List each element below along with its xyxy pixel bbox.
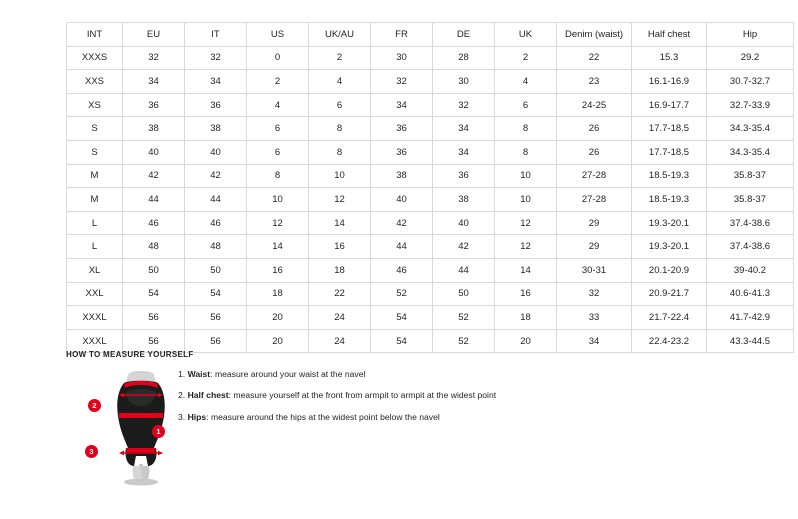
cell-us: 20 — [247, 306, 309, 330]
cell-us: 8 — [247, 164, 309, 188]
cell-eu: 56 — [123, 329, 185, 353]
cell-fr: 52 — [371, 282, 433, 306]
cell-denim-waist: 33 — [557, 306, 632, 330]
cell-eu: 44 — [123, 188, 185, 212]
cell-de: 36 — [433, 164, 495, 188]
column-header-denim-waist: Denim (waist) — [557, 23, 632, 47]
cell-half-chest: 22.4-23.2 — [632, 329, 707, 353]
table-row — [67, 164, 794, 188]
column-header-uk-au: UK/AU — [309, 23, 371, 47]
cell-uk: 18 — [495, 306, 557, 330]
cell-hip: 32.7-33.9 — [707, 93, 794, 117]
note-number: 2. — [178, 390, 186, 401]
cell-eu: 36 — [123, 93, 185, 117]
cell-it: 46 — [185, 211, 247, 235]
cell-de: 32 — [433, 93, 495, 117]
cell-it: 54 — [185, 282, 247, 306]
cell-int: L — [67, 211, 123, 235]
cell-it: 50 — [185, 258, 247, 282]
cell-eu: 42 — [123, 164, 185, 188]
cell-uk-au: 22 — [309, 282, 371, 306]
cell-int: M — [67, 164, 123, 188]
table-row — [67, 70, 794, 94]
cell-us: 10 — [247, 188, 309, 212]
cell-hip: 35.8-37 — [707, 188, 794, 212]
table-row — [67, 93, 794, 117]
cell-uk: 14 — [495, 258, 557, 282]
cell-denim-waist: 30-31 — [557, 258, 632, 282]
cell-de: 30 — [433, 70, 495, 94]
table-header-row — [67, 23, 794, 47]
cell-int: XXXS — [67, 46, 123, 70]
cell-half-chest: 19.3-20.1 — [632, 211, 707, 235]
measure-badge-3: 3 — [85, 445, 98, 458]
table-row — [67, 46, 794, 70]
cell-uk-au: 14 — [309, 211, 371, 235]
cell-de: 34 — [433, 117, 495, 141]
cell-uk-au: 8 — [309, 140, 371, 164]
measurement-instructions — [178, 369, 598, 433]
cell-fr: 38 — [371, 164, 433, 188]
note-term: Half chest — [187, 390, 229, 401]
cell-de: 50 — [433, 282, 495, 306]
cell-us: 16 — [247, 258, 309, 282]
cell-hip: 37.4-38.6 — [707, 235, 794, 259]
cell-us: 14 — [247, 235, 309, 259]
cell-uk-au: 24 — [309, 306, 371, 330]
cell-denim-waist: 26 — [557, 140, 632, 164]
table-row — [67, 306, 794, 330]
note-number: 3. — [178, 411, 186, 422]
measure-badge-1: 1 — [152, 425, 165, 438]
note-text: : measure around your waist at the navel — [210, 369, 366, 379]
cell-denim-waist: 27-28 — [557, 188, 632, 212]
column-header-uk: UK — [495, 23, 557, 47]
cell-uk-au: 16 — [309, 235, 371, 259]
cell-de: 38 — [433, 188, 495, 212]
cell-denim-waist: 29 — [557, 211, 632, 235]
cell-half-chest: 20.1-20.9 — [632, 258, 707, 282]
cell-fr: 40 — [371, 188, 433, 212]
column-header-half-chest: Half chest — [632, 23, 707, 47]
cell-half-chest: 20.9-21.7 — [632, 282, 707, 306]
cell-int: S — [67, 117, 123, 141]
cell-uk: 12 — [495, 235, 557, 259]
note-text: : measure around the hips at the widest point below the navel — [206, 411, 440, 422]
cell-fr: 46 — [371, 258, 433, 282]
cell-uk: 20 — [495, 329, 557, 353]
cell-int: XXS — [67, 70, 123, 94]
cell-it: 56 — [185, 329, 247, 353]
cell-uk: 10 — [495, 188, 557, 212]
how-to-measure-title: HOW TO MEASURE YOURSELF — [66, 350, 194, 359]
table-row — [67, 140, 794, 164]
cell-hip: 37.4-38.6 — [707, 211, 794, 235]
cell-us: 6 — [247, 117, 309, 141]
cell-hip: 34.3-35.4 — [707, 117, 794, 141]
table-row — [67, 117, 794, 141]
cell-uk-au: 2 — [309, 46, 371, 70]
cell-us: 12 — [247, 211, 309, 235]
cell-de: 52 — [433, 306, 495, 330]
cell-hip: 39-40.2 — [707, 258, 794, 282]
cell-fr: 30 — [371, 46, 433, 70]
cell-fr: 44 — [371, 235, 433, 259]
cell-it: 34 — [185, 70, 247, 94]
cell-uk: 12 — [495, 211, 557, 235]
cell-denim-waist: 22 — [557, 46, 632, 70]
cell-hip: 29.2 — [707, 46, 794, 70]
cell-it: 32 — [185, 46, 247, 70]
cell-uk-au: 8 — [309, 117, 371, 141]
cell-eu: 48 — [123, 235, 185, 259]
cell-hip: 43.3-44.5 — [707, 329, 794, 353]
cell-uk-au: 18 — [309, 258, 371, 282]
size-chart-table-wrapper — [66, 22, 771, 353]
measure-note-waist — [178, 369, 598, 379]
cell-it: 48 — [185, 235, 247, 259]
column-header-fr: FR — [371, 23, 433, 47]
cell-it: 38 — [185, 117, 247, 141]
cell-half-chest: 18.5-19.3 — [632, 164, 707, 188]
cell-int: XXL — [67, 282, 123, 306]
cell-de: 34 — [433, 140, 495, 164]
cell-us: 2 — [247, 70, 309, 94]
cell-hip: 41.7-42.9 — [707, 306, 794, 330]
cell-hip: 35.8-37 — [707, 164, 794, 188]
cell-int: XS — [67, 93, 123, 117]
size-chart-table — [66, 22, 794, 353]
cell-half-chest: 17.7-18.5 — [632, 140, 707, 164]
cell-eu: 32 — [123, 46, 185, 70]
cell-uk: 2 — [495, 46, 557, 70]
cell-uk: 4 — [495, 70, 557, 94]
cell-half-chest: 17.7-18.5 — [632, 117, 707, 141]
cell-int: XL — [67, 258, 123, 282]
cell-int: L — [67, 235, 123, 259]
column-header-hip: Hip — [707, 23, 794, 47]
note-term: Waist — [187, 369, 211, 379]
cell-uk: 10 — [495, 164, 557, 188]
cell-us: 0 — [247, 46, 309, 70]
cell-de: 42 — [433, 235, 495, 259]
note-text: : measure yourself at the front from armpit to armpit at the widest point — [228, 390, 497, 401]
cell-int: M — [67, 188, 123, 212]
cell-fr: 32 — [371, 70, 433, 94]
cell-de: 52 — [433, 329, 495, 353]
measure-badge-2: 2 — [88, 399, 101, 412]
cell-uk-au: 6 — [309, 93, 371, 117]
column-header-de: DE — [433, 23, 495, 47]
cell-denim-waist: 26 — [557, 117, 632, 141]
column-header-eu: EU — [123, 23, 185, 47]
cell-denim-waist: 29 — [557, 235, 632, 259]
cell-uk: 16 — [495, 282, 557, 306]
cell-denim-waist: 23 — [557, 70, 632, 94]
column-header-int: INT — [67, 23, 123, 47]
cell-half-chest: 16.1-16.9 — [632, 70, 707, 94]
cell-half-chest: 21.7-22.4 — [632, 306, 707, 330]
cell-eu: 50 — [123, 258, 185, 282]
cell-it: 40 — [185, 140, 247, 164]
measure-note-half-chest — [178, 390, 598, 400]
table-row — [67, 188, 794, 212]
cell-uk-au: 12 — [309, 188, 371, 212]
cell-de: 40 — [433, 211, 495, 235]
cell-hip: 30.7-32.7 — [707, 70, 794, 94]
cell-it: 42 — [185, 164, 247, 188]
cell-it: 56 — [185, 306, 247, 330]
cell-fr: 34 — [371, 93, 433, 117]
cell-uk: 8 — [495, 117, 557, 141]
note-term: Hips — [187, 411, 207, 422]
cell-uk: 8 — [495, 140, 557, 164]
cell-us: 18 — [247, 282, 309, 306]
cell-it: 44 — [185, 188, 247, 212]
cell-fr: 42 — [371, 211, 433, 235]
table-row — [67, 282, 794, 306]
table-row — [67, 235, 794, 259]
table-row — [67, 258, 794, 282]
cell-denim-waist: 32 — [557, 282, 632, 306]
cell-us: 4 — [247, 93, 309, 117]
cell-fr: 36 — [371, 140, 433, 164]
cell-eu: 56 — [123, 306, 185, 330]
cell-half-chest: 19.3-20.1 — [632, 235, 707, 259]
cell-fr: 54 — [371, 306, 433, 330]
cell-int: XXXL — [67, 329, 123, 353]
cell-hip: 40.6-41.3 — [707, 282, 794, 306]
cell-denim-waist: 27-28 — [557, 164, 632, 188]
cell-hip: 34.3-35.4 — [707, 140, 794, 164]
cell-it: 36 — [185, 93, 247, 117]
cell-us: 20 — [247, 329, 309, 353]
column-header-us: US — [247, 23, 309, 47]
cell-eu: 38 — [123, 117, 185, 141]
cell-int: XXXL — [67, 306, 123, 330]
cell-denim-waist: 24-25 — [557, 93, 632, 117]
cell-int: S — [67, 140, 123, 164]
cell-us: 6 — [247, 140, 309, 164]
cell-eu: 40 — [123, 140, 185, 164]
cell-half-chest: 15.3 — [632, 46, 707, 70]
cell-half-chest: 16.9-17.7 — [632, 93, 707, 117]
cell-de: 44 — [433, 258, 495, 282]
cell-eu: 54 — [123, 282, 185, 306]
cell-de: 28 — [433, 46, 495, 70]
cell-denim-waist: 34 — [557, 329, 632, 353]
cell-fr: 54 — [371, 329, 433, 353]
cell-eu: 34 — [123, 70, 185, 94]
cell-uk-au: 10 — [309, 164, 371, 188]
cell-uk-au: 24 — [309, 329, 371, 353]
table-row — [67, 211, 794, 235]
measure-note-hips — [178, 412, 598, 422]
note-number: 1. — [178, 369, 186, 379]
column-header-it: IT — [185, 23, 247, 47]
cell-half-chest: 18.5-19.3 — [632, 188, 707, 212]
cell-eu: 46 — [123, 211, 185, 235]
cell-fr: 36 — [371, 117, 433, 141]
cell-uk-au: 4 — [309, 70, 371, 94]
cell-uk: 6 — [495, 93, 557, 117]
